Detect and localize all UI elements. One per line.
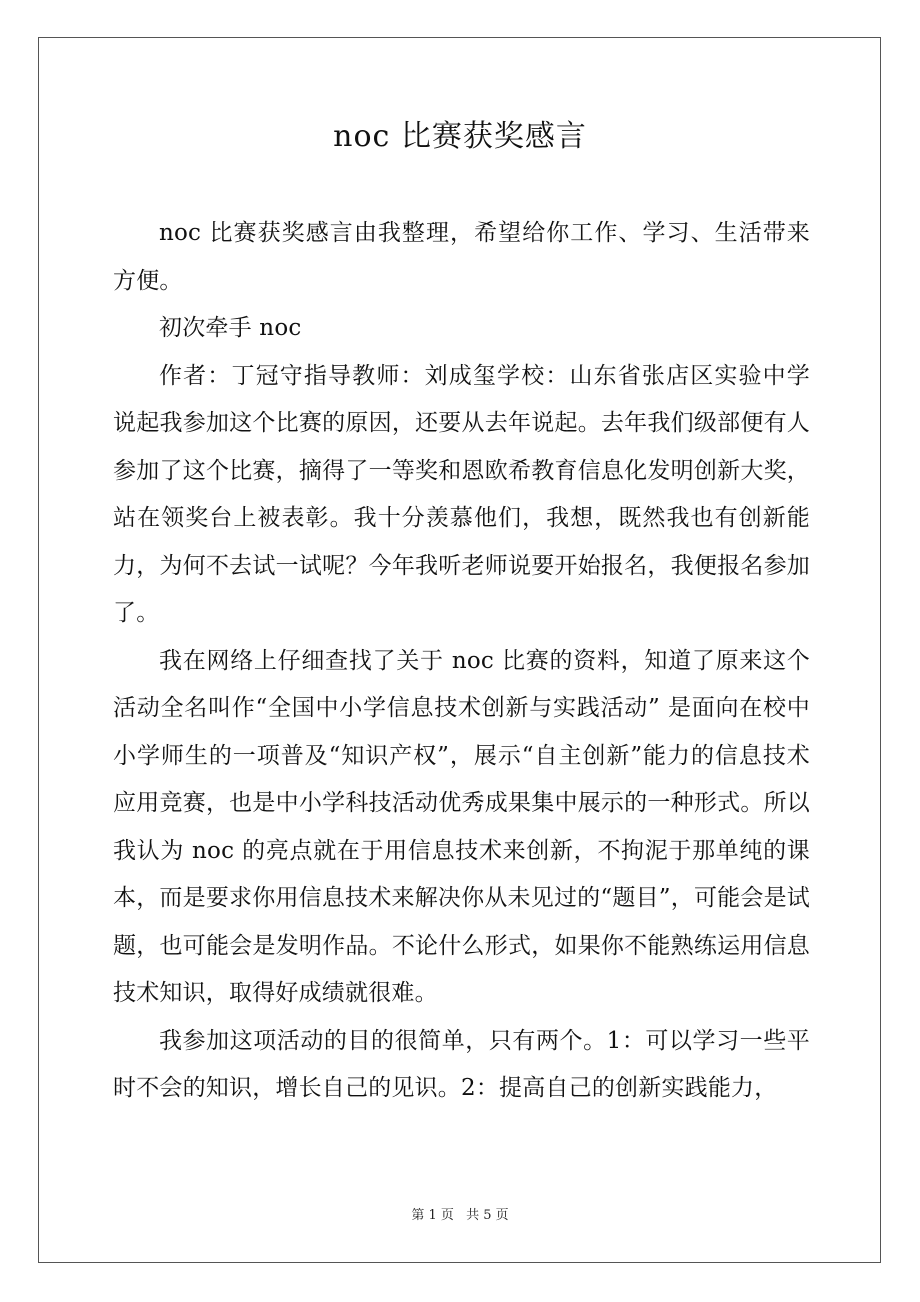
page-total: 共 5 页 <box>466 1208 509 1223</box>
document-body <box>113 210 810 1113</box>
paragraph-author: 作者：丁冠守指导教师：刘成玺学校：山东省张店区实验中学 说起我参加这个比赛的原因，还要从去年说起。去年我们级部便有人参加了这个比赛，摘得了一等奖和恩欧希教育信息化发明创新大奖，站在领奖台上被表彰。我十分羡慕他们，我想，既然我也有创新能力，为何不去试一试呢？今年我听老师说要开始报名，我便报名参加了。 <box>113 362 810 626</box>
paragraph-purpose: 我参加这项活动的目的很简单，只有两个。1：可以学习一些平时不会的知识，增长自己的见识。2：提高自己的创新实践能力， <box>113 1027 810 1101</box>
paragraph-subtitle: 初次牵手 noc <box>159 315 302 341</box>
paragraph-intro: noc 比赛获奖感言由我整理，希望给你工作、学习、生活带来方便。 <box>113 220 810 294</box>
page-footer <box>0 1206 920 1226</box>
document-title: noc 比赛获奖感言 <box>333 119 587 154</box>
page-number: 第 1 页 <box>411 1208 454 1223</box>
paragraph-research: 我在网络上仔细查找了关于 noc 比赛的资料，知道了原来这个活动全名叫作“全国中小学信息技术创新与实践活动” 是面向在校中小学师生的一项普及“知识产权”，展示“自主创新”能力的信息技术应用竞赛，也是中小学科技活动优秀成果集中展示的一种形式。所以我认为 noc 的亮点就在于用信息技术来创新，不拘泥于那单纯的课本，而是要求你用信息技术来解决你从未见过的“题目”，可能会是试题，也可能会是发明作品。不论什么形式，如果你不能熟练运用信息技术知识，取得好成绩就很难。 <box>113 647 810 1006</box>
